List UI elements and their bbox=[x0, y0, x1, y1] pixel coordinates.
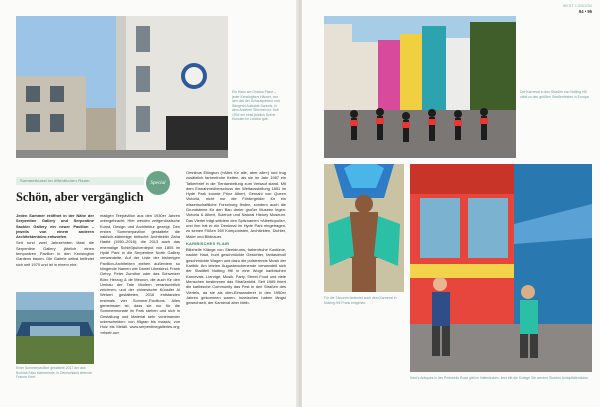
dancer-photo bbox=[324, 164, 404, 292]
left-page bbox=[0, 0, 298, 407]
caption-text: Einer Sommerpavillon gestaltete 2017 der aus Burkina Faso stammende, in Deutschland lebende Francis Kéré. bbox=[16, 366, 92, 379]
body-column-1 bbox=[16, 213, 94, 301]
body-paragraph: maligen Teepavillon aus den 1930er Jahren untergebracht. Hier werden zeitgenössische Kunst, Design und Architektur gezeigt. Den ersten Sommerpavillon gestaltete die irakisch-stämmige britische Architektin Zaha Hadid (1950–2016); die 2013 auch das ehemalige Schießpulverdepot von 1805 im Hyde Park in die Serpentine North Gallery verwandelte. Auf der Liste der bisherigen Pavillon-Architekten stehen außerdem so klingende Namen wie Daniel Libeskind, Frank Gehry, Peter Zumthor oder das Schweizer Büro Herzog & de Meuron, die auch für den Umbau der Tate Modern verantwortlich zeichnen, und der chinesische Künstler Ai Weiwei gestalteten, 2016 entstanden erstmals vier Sommer-Pavillons. Alles gemeinsam ist, dass sie nur für die Sommermonate im Park stehen und sich in Gestaltung und Material sehr voneinander unterscheiden: von filigran bis massiv, von Holz bis Metall. www.serpentinegalleries.org; »elsetr.oo« bbox=[100, 213, 180, 335]
body-paragraph: Seit rund zwei Jahrzehnten lässt die Serpentine Gallery jährlich einen temporären Pavillon in den Kensington Gardens bauen. Die Galerie selbst befindet sich seit 1970 und ist in einem ehe- bbox=[16, 240, 94, 267]
caption-text: Der Karneval in den Straßen von Notting Hill zählt zu den größten Straßenfesten in Europa. bbox=[520, 90, 590, 99]
photo-caption bbox=[232, 90, 284, 122]
caption-text: Kéré's Antiques in der Portobello Road gibt im Hafenlecken, liest tritt die Kollage Sie werden Straßen Antiquitätenläden. bbox=[410, 376, 589, 380]
photo-caption bbox=[324, 296, 404, 305]
photo-caption bbox=[16, 366, 96, 380]
antiques-shop-photo bbox=[410, 164, 592, 372]
caption-text: Ein Haus am Onslow Place – jeder Kensingtons Häuser, von den das der Schauspielerin und Sängerin Adelaide Sartoris, in dem Anderen Stimmen ist. Seit 1904 ein einst jährlich Szene Kunsten im London gab. bbox=[232, 90, 280, 121]
body-paragraph: Omnibus Ellington (»Alles für alle, aber alle«) und trug zusätzlich farbenfrohe Ketten, als sie im Jahr 1987 ein Talkerbrief in die Tierdarstellung zum Verkauf stand. Mit dem Einnahmeüberschuss der Weltausstellung 1851 im Hyde Park konnte Prinz Albert, Gemahl von Queen Victoria, nicht nur die Fördergelder für ein wissenschaftliche Forschung finden, sondern auch die Grundsteine für den Bau dreier großer Museen legen: Victoria & Albert, Science und Natural History Museum. Das Viertel trägt seitdem den Spitznamen »Albertopolis«, und ihm hat er ein Denkmal im Hyde Park eingetragen, zu seinen Füßen 169 Komponisten, Architekten, Dichter, Maler und Bildhauer. bbox=[186, 170, 286, 239]
body-paragraph: Blitzhelle Klänge von Steeldrums, farbenfrohe Kostüme, nackte Haut, bunt geschmückte Gesichter, fantasievoll geschmückte Wagen und dazu die pulsierende Musik der Karibik: Am letzten Augustwochenende verwandelt sich der Stadtteil Notting Hill in eine Woge karibischen Karnevals. Lienrige, Musik, Party, Street Food und viele Menschen bestimmen das Straßenbild. Seit 1965 feiert die karibische Community das Fest in den Straßen des Viertels, da sie als dien-Einwanderer in den 1950er Jahren gekommen waren. Inzwischen haben längst gewechselt, der Karneval aber bleib- bbox=[186, 247, 286, 306]
lead-paragraph: Jeden Sommer eröffnet in der Nähe der Serpentine Gallery und Serpentine Sackler Gallery ein neuer Pavillon – jeweils von einem anderen Architektenbüro entworfen. bbox=[16, 213, 94, 240]
caption-text: Für die Tänzerin bedeutet auch dem Karneval in Notting Hill Prunk entgehen. bbox=[324, 296, 397, 305]
section-label: Sommerkunst im öffentlichen Raum bbox=[16, 177, 144, 185]
running-header bbox=[563, 4, 592, 14]
carnival-street-photo bbox=[324, 16, 516, 158]
special-badge: Special bbox=[146, 171, 170, 195]
page-numbers: 94 • 95 bbox=[578, 9, 592, 14]
photo-caption bbox=[410, 376, 592, 381]
pavilion-photo bbox=[16, 292, 94, 364]
body-column-2 bbox=[100, 213, 180, 389]
street-photo bbox=[16, 16, 228, 158]
body-column-3 bbox=[186, 170, 286, 392]
running-header-label: WEST LONDON bbox=[562, 4, 592, 8]
section-subhead: KARIBISCHES FLAIR bbox=[186, 240, 230, 246]
article-headline: Schön, aber vergänglich bbox=[16, 190, 144, 204]
right-page bbox=[302, 0, 600, 407]
photo-caption bbox=[520, 90, 592, 99]
